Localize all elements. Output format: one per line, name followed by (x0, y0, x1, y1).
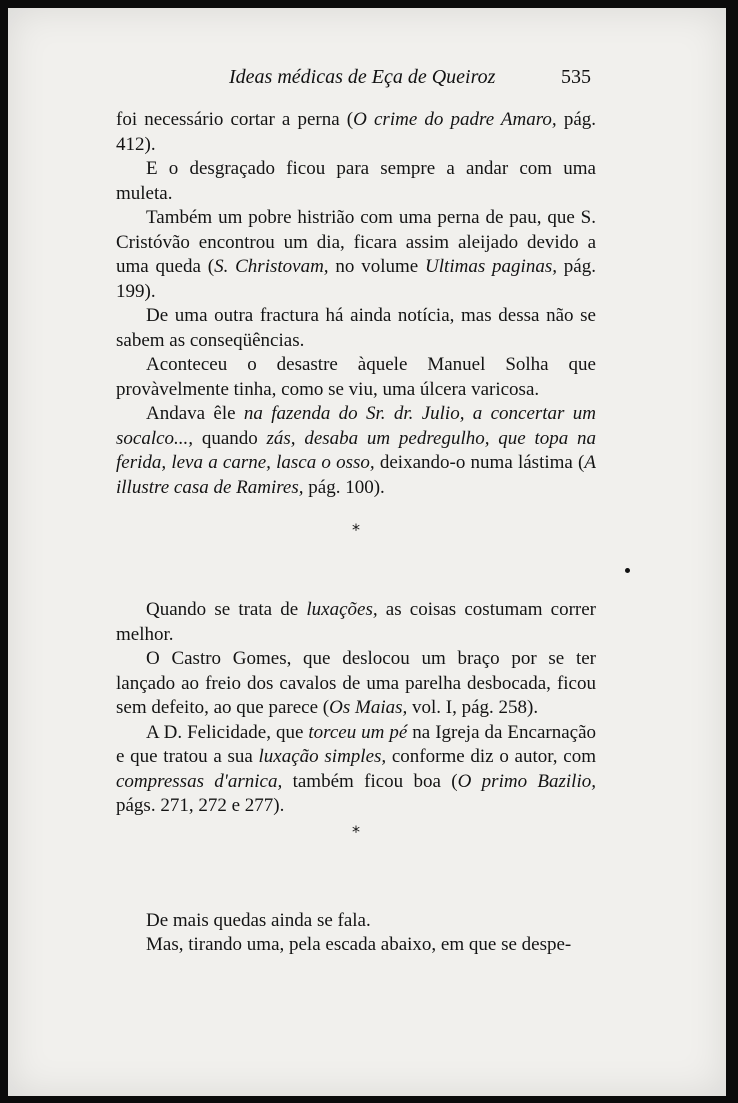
paragraph-2: E o desgraçado ficou para sempre a andar com uma muleta. (116, 158, 596, 204)
paragraph-8: O Castro Gomes, que deslocou um braço por se ter lançado ao freio dos cavalos de uma parelha desbocada, ficou sem defeito, ao que parece (Os Maias, vol. I, pág. 258). (116, 648, 596, 718)
running-title: Ideas médicas de Eça de Queiroz (229, 66, 496, 88)
section-separator: * (352, 822, 360, 841)
paragraph-3: Também um pobre histrião com uma perna de pau, que S. Cristóvão encontrou um dia, ficara assim aleijado devido a uma queda (S. Christovam, no volume Ultimas paginas, pág. 199). (116, 207, 596, 302)
paragraph-10: De mais quedas ainda se fala. (146, 909, 371, 931)
paragraph-7: Quando se trata de luxações, as coisas costumam correr melhor. (116, 599, 596, 645)
page-number: 535 (561, 66, 591, 88)
paragraph-6: Andava êle na fazenda do Sr. dr. Julio, a concertar um socalco..., quando zás, desaba um pedregulho, que topa na ferida, leva a carne, lasca o osso, deixando-o numa lástima (A illustre casa de Ramires, pág. 100). (116, 403, 597, 498)
section-separator: * (352, 520, 360, 539)
paragraph-9: A D. Felicidade, que torceu um pé na Igreja da Encarnação e que tratou a sua luxação simples, conforme diz o autor, com compressas d'arnica, também ficou boa (O primo Bazilio, págs. 271, 272 e 277). (116, 721, 596, 816)
paragraph-1: foi necessário cortar a perna (O crime do padre Amaro, pág. 412). (116, 109, 596, 155)
paragraph-4: De uma outra fractura há ainda notícia, mas dessa não se sabem as conseqüências. (116, 305, 596, 351)
book-page (8, 8, 726, 1096)
ink-speck (625, 568, 630, 573)
paragraph-5: Aconteceu o desastre àquele Manuel Solha que provàvelmente tinha, como se viu, uma úlcera varicosa. (116, 354, 596, 400)
paragraph-11: Mas, tirando uma, pela escada abaixo, em que se despe- (146, 934, 572, 955)
